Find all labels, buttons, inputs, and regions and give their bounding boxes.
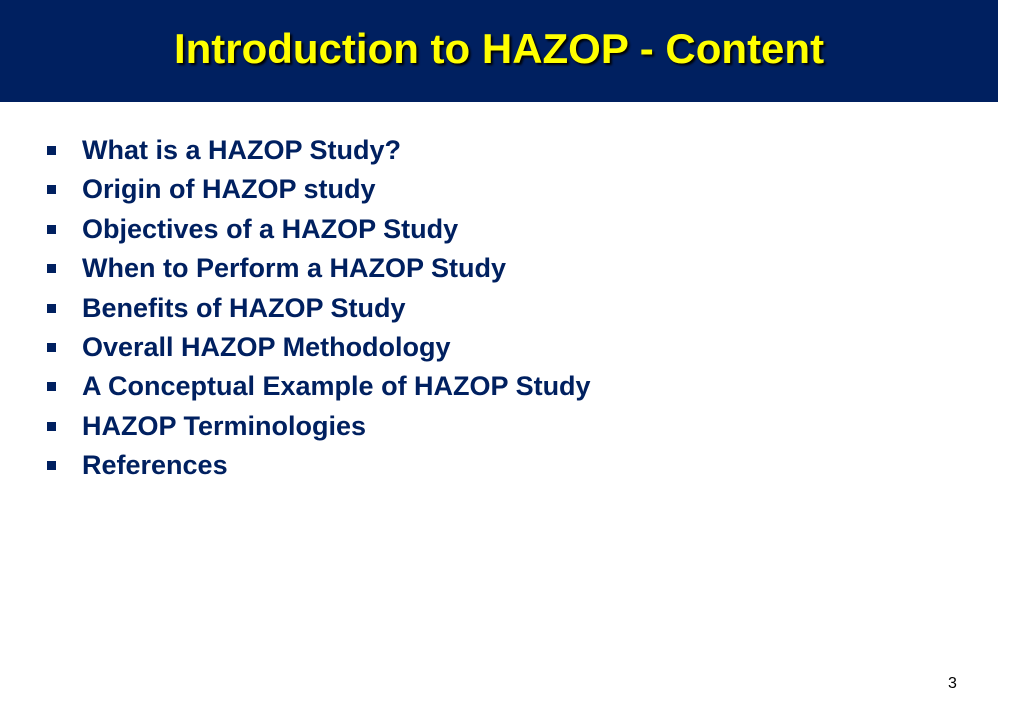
list-item-label: References [82, 450, 228, 481]
square-bullet-icon [47, 225, 56, 234]
list-item-label: Benefits of HAZOP Study [82, 292, 406, 323]
list-item [0, 170, 591, 209]
square-bullet-icon [47, 382, 56, 391]
title-bar [0, 0, 998, 102]
list-item [0, 446, 591, 485]
list-item [0, 131, 591, 170]
square-bullet-icon [47, 146, 56, 155]
slide-title: Introduction to HAZOP - Content [173, 25, 825, 72]
square-bullet-icon [47, 185, 56, 194]
square-bullet-icon [47, 264, 56, 273]
list-item [0, 367, 591, 406]
page-number: 3 [948, 675, 957, 692]
square-bullet-icon [47, 422, 56, 431]
list-item [0, 210, 591, 249]
list-item-label: What is a HAZOP Study? [82, 135, 402, 165]
list-item-label: HAZOP Terminologies [82, 410, 367, 441]
square-bullet-icon [47, 343, 56, 352]
list-item-label: A Conceptual Example of HAZOP Study [82, 371, 591, 402]
list-item [0, 249, 591, 288]
list-item-label: Overall HAZOP Methodology [82, 331, 451, 362]
list-item-label: Origin of HAZOP study [82, 174, 376, 205]
list-item-label: When to Perform a HAZOP Study [82, 253, 507, 284]
content-list [0, 131, 591, 486]
square-bullet-icon [47, 461, 56, 470]
list-item [0, 289, 591, 328]
list-item [0, 407, 591, 446]
square-bullet-icon [47, 304, 56, 313]
list-item-label: Objectives of a HAZOP Study [82, 213, 459, 244]
list-item [0, 328, 591, 367]
